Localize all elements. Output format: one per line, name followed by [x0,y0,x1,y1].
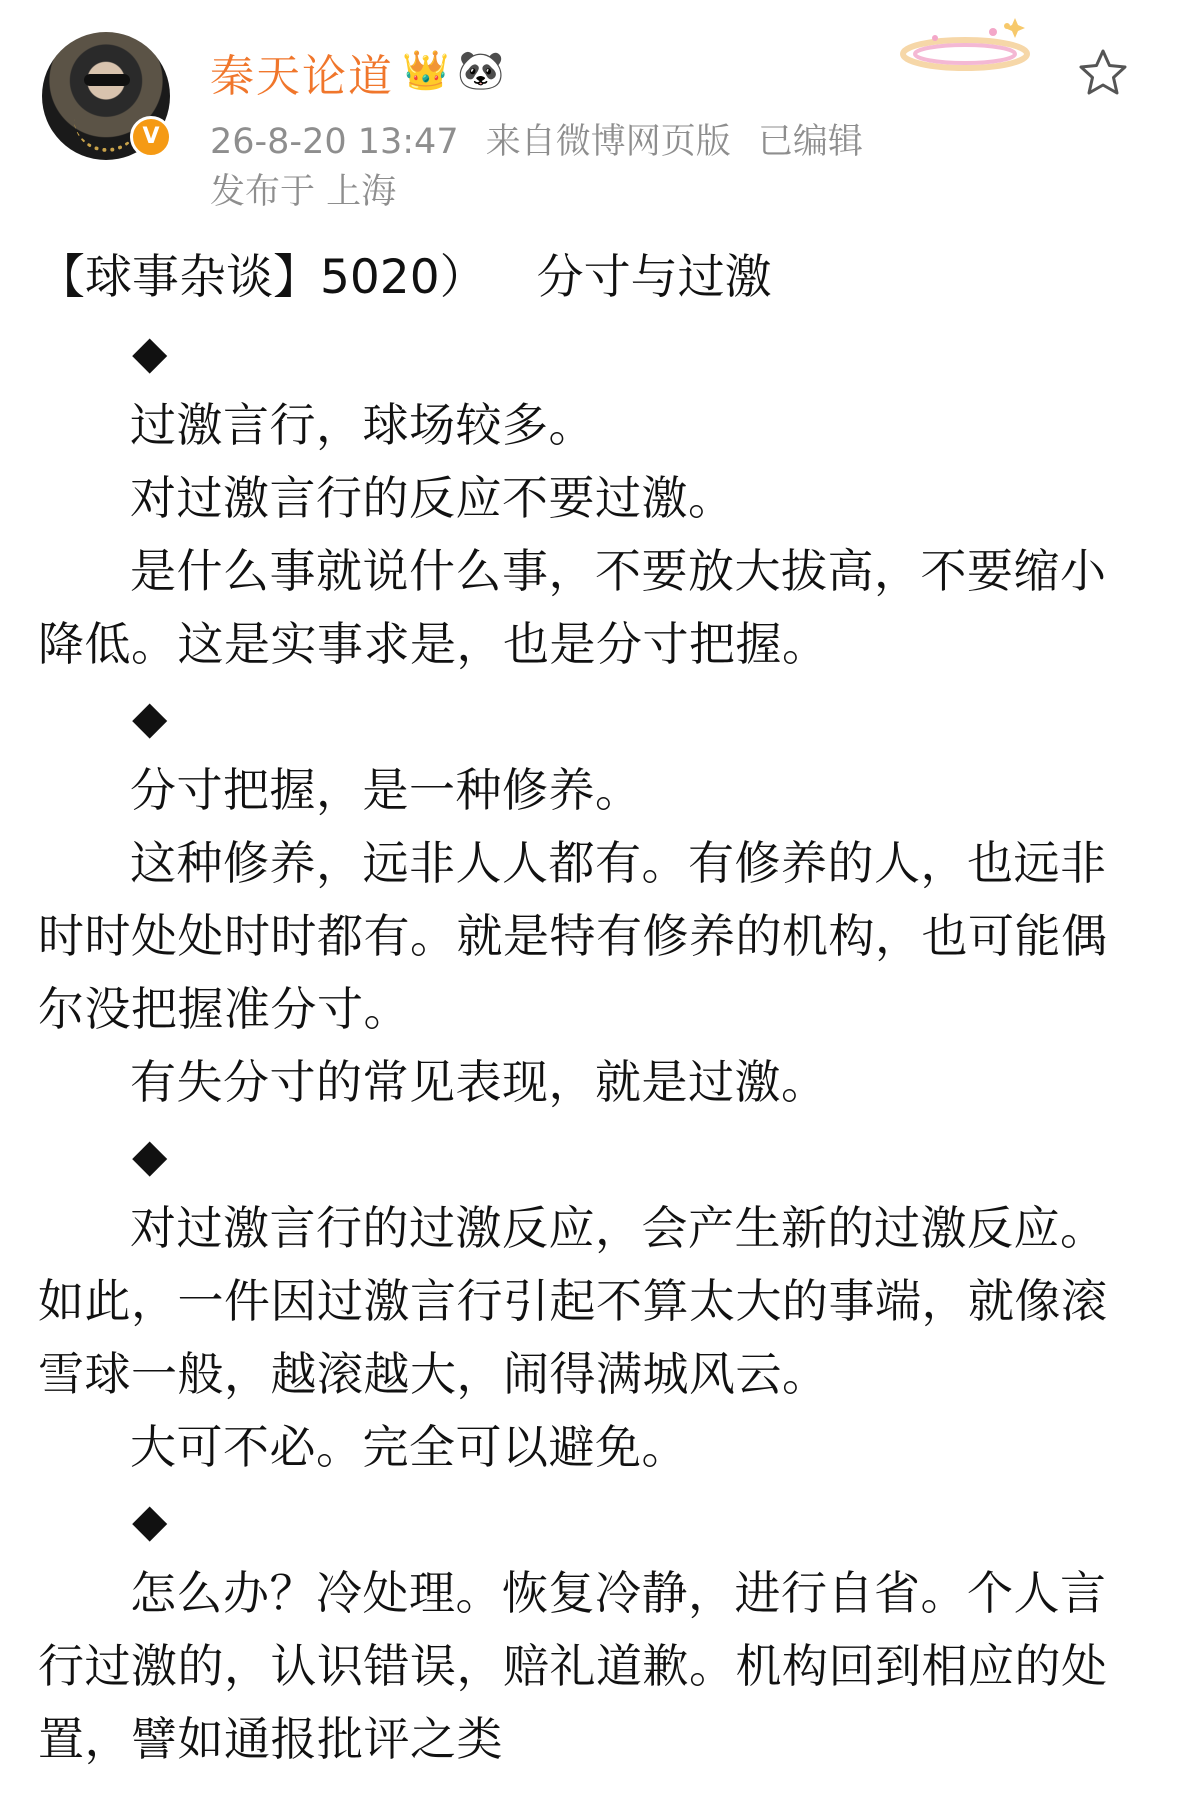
paragraph: 分寸把握，是一种修养。 [130,763,642,817]
paragraph: 是什么事就说什么事，不要放大拔高，不要缩小降低。这是实事求是，也是分寸把握。 [38,544,1107,671]
post-header [0,0,1179,230]
paragraph: 大可不必。完全可以避免。 [130,1420,688,1474]
username[interactable]: 秦天论道 [210,51,394,102]
username-row [210,42,505,102]
diamond-separator-icon: ◆ [132,325,168,379]
diamond-separator-icon: ◆ [132,1128,168,1182]
post-title [38,240,1148,316]
verified-badge-icon: V [130,116,172,158]
paragraph: 有失分寸的常见表现，就是过激。 [130,1055,828,1109]
panda-icon[interactable]: 🐼 [457,48,505,92]
sparkle-decoration-icon [895,14,1035,82]
edited-label[interactable]: 已编辑 [757,122,863,162]
paragraph: 对过激言行的反应不要过激。 [130,471,735,525]
crown-icon[interactable]: 👑 [402,48,450,92]
diamond-separator-icon: ◆ [132,690,168,744]
favorite-star-icon[interactable] [1076,46,1130,100]
location-label: 发布于 上海 [210,172,397,212]
avatar[interactable] [42,32,170,160]
paragraph: 过激言行，球场较多。 [130,398,595,452]
timestamp: 26-8-20 13:47 [210,122,459,162]
paragraph: 这种修养，远非人人都有。有修养的人，也远非时时处处时时都有。就是特有修养的机构，也可能偶尔没把握准分寸。 [38,836,1108,1036]
diamond-separator-icon: ◆ [132,1493,168,1547]
post-meta [210,114,879,164]
post-body [38,240,1148,1776]
title-topic[interactable]: 【球事杂谈】5020） [38,250,487,305]
paragraph: 怎么办？冷处理。恢复冷静，进行自省。个人言行过激的，认识错误，赔礼道歉。机构回到相应的处置，譬如通报批评之类 [38,1566,1108,1766]
paragraph: 对过激言行的过激反应，会产生新的过激反应。如此，一件因过激言行引起不算太大的事端，就像滚雪球一般，越滚越大，闹得满城风云。 [38,1201,1108,1401]
title-subject: 分寸与过激 [536,250,772,305]
source-label[interactable]: 来自微博网页版 [485,122,731,162]
